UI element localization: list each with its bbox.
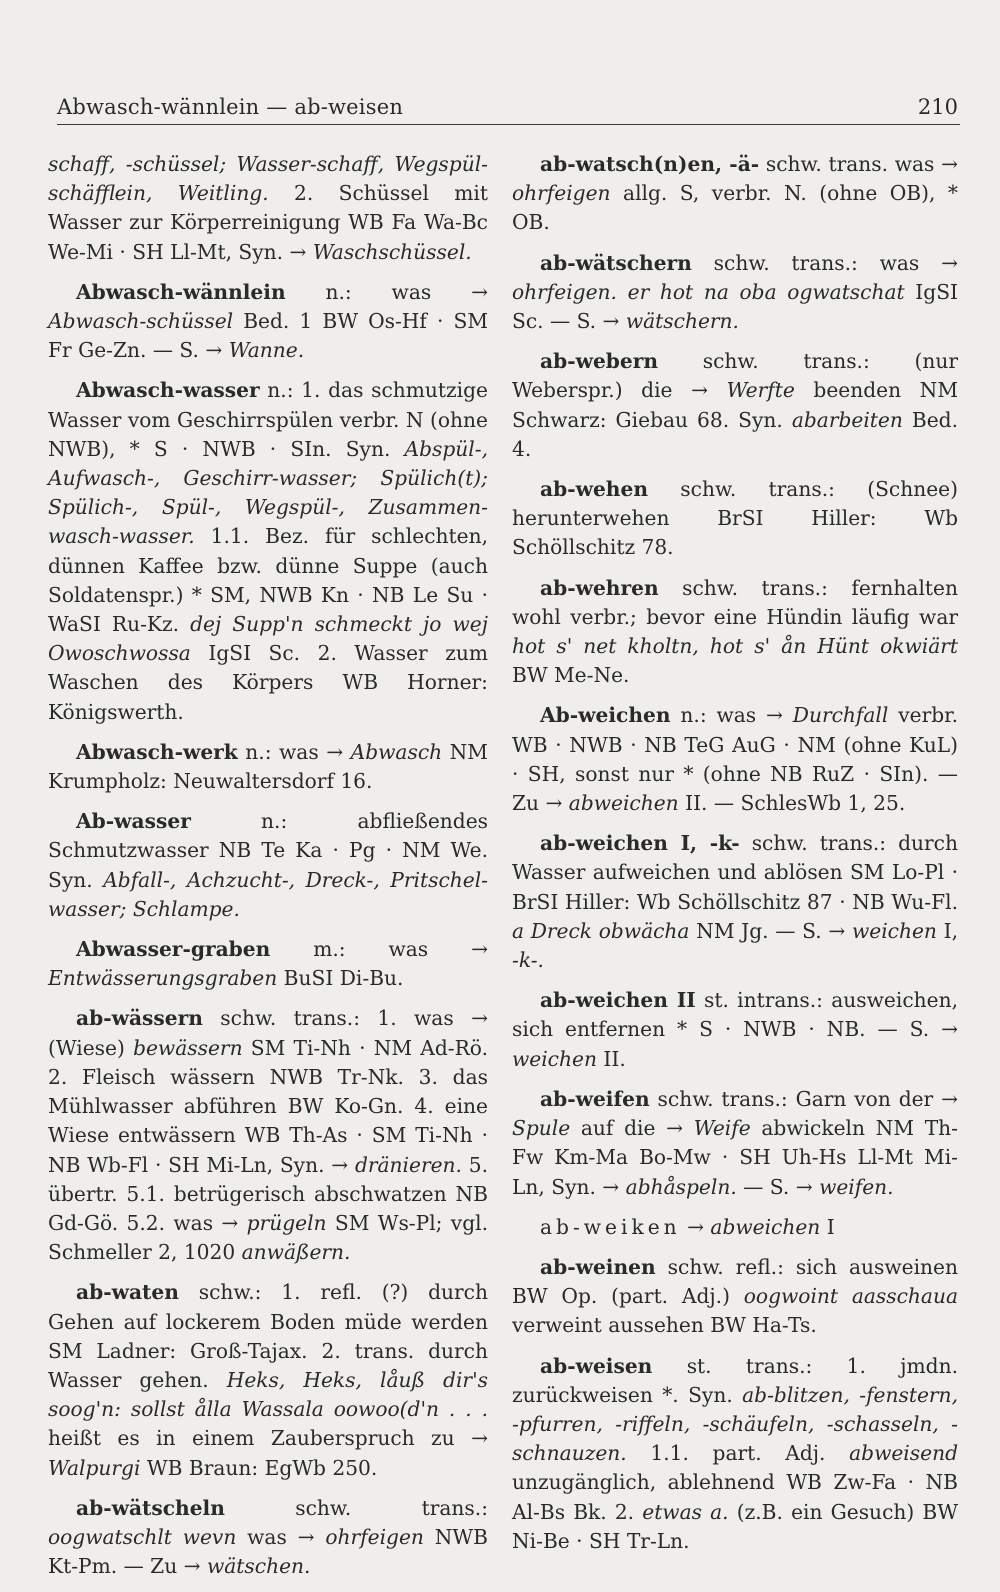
running-header (57, 90, 960, 125)
dictionary-entry (512, 829, 958, 975)
entry-text: II. — SchlesWb 1, 25. (678, 791, 906, 816)
entry-italic-text: anwäßern. (241, 1240, 351, 1265)
entry-text: schw. trans. was → (759, 152, 958, 176)
entry-italic-text: abweichen (568, 791, 679, 816)
entry-text: schw. trans.: 1. was → (Wiese) (48, 1006, 488, 1060)
entry-text: n.: abfließendes Schmutzwasser NB Te Ka · Pg · NM We. Syn. (48, 809, 488, 892)
entry-text: WB Braun: EgWb 250. (140, 1455, 378, 1480)
entry-italic-text: hot s' net kholtn, hot s' ån Hünt okwiärt (512, 634, 958, 659)
entry-text: NM Krumpholz: Neuwaltersdorf 16. (48, 739, 488, 794)
entry-text: st. trans.: 1. jmdn. zurückweisen *. Syn. (512, 1353, 958, 1407)
entry-text: NM Jg. — S. → (689, 918, 852, 943)
entry-italic-text: dränieren. (354, 1152, 462, 1177)
entry-text: n.: was → (237, 739, 351, 764)
entry-text: schw. trans.: durch Wasser aufweichen und ablösen SM Lo-Pl · BrSI Hiller: Wb Schöllschitz 87 · NB Wu-Fl. (512, 831, 958, 914)
entry-text: verbr. WB · NWB · NB TeG AuG · NM (ohne KuL) · SH, sonst nur * (ohne NB RuZ · SIn). — Zu → (512, 703, 958, 816)
entry-italic-text: weichen (512, 1046, 597, 1071)
entry-headword: Abwasch-wännlein (76, 279, 286, 304)
entry-continuation (48, 150, 488, 267)
dictionary-entry (512, 150, 958, 238)
entry-headword: ab-wässern (76, 1006, 203, 1031)
entry-italic-text: ohrfeigen (512, 181, 611, 206)
entry-italic-text: Werfte (726, 378, 795, 403)
entry-text: NWB Kt-Pm. — Zu → (48, 1524, 488, 1579)
right-column (512, 150, 958, 1567)
entry-italic-text: Walpurgi (48, 1455, 141, 1480)
entry-italic-text: Durchfall (792, 703, 889, 728)
entry-italic-text: schaff, -schüssel; Wasser-schaff, Wegspül-schäfflein, Weitling. (48, 152, 488, 206)
page-number: 210 (917, 95, 958, 119)
entry-text: schw. trans.: (Schnee) herunterwehen BrSI Hiller: Wb Schöllschitz 78. (512, 477, 958, 560)
dictionary-entry (512, 574, 958, 691)
entry-text: n.: was → (285, 279, 488, 304)
entry-italic-text: weifen. (819, 1174, 894, 1199)
entry-text: schw.: 1. refl. (?) durch Gehen auf lockerem Boden müde werden SM Ladner: Groß-Tajax. 2. trans. durch Wasser gehen. (48, 1280, 488, 1392)
entry-text: 1.1. Bez. für schlechten, dünnen Kaffee bzw. dünne Suppe (auch Soldatenspr.) * SM, NWB Kn · NB Le Su · WaSI Ru-Kz. (48, 524, 488, 637)
entry-headword: ab-weisen (540, 1353, 653, 1378)
dictionary-entry (48, 738, 488, 796)
entry-italic-text: abarbeiten (791, 407, 903, 432)
entry-text: — S. → (736, 1174, 820, 1199)
entry-text: n.: was → (670, 703, 793, 728)
entry-text: schw. trans.: (nur Weberspr.) die → (512, 349, 958, 403)
entry-italic-text: ab-blitzen, -fenstern, -pfurren, -riffeln, -schäufeln, -schasseln, -schnauzen. (512, 1382, 958, 1466)
entry-headword: ab-wehen (540, 477, 648, 502)
entry-text: schw. trans.: (224, 1495, 488, 1520)
entry-text: I, (936, 918, 958, 943)
entry-text: → (680, 1214, 711, 1239)
entry-text: SM Ti-Nh · NM Ad-Rö. 2. Fleisch wässern NWB Tr-Nk. 3. das Mühlwasser abführen BW Ko-Gn. 4. eine Wiese entwässern WB Th-As · SM Ti-Nh · NB Wb-Fl · SH Mi-Ln, Syn. → (48, 1035, 488, 1177)
entry-italic-text: Wanne. (228, 338, 305, 363)
entry-headword: ab-weichen I, -k- (540, 831, 740, 856)
dictionary-entry (512, 986, 958, 1074)
entry-text: BuSI Di-Bu. (277, 966, 404, 991)
entry-text: schw. trans.: Garn von der → (649, 1086, 958, 1111)
entry-italic-text: Heks, Heks, låuß dir's soog'n: sollst ålla Wassala oowoo(d'n . . . (48, 1367, 488, 1422)
entry-italic-text: Abwasch (350, 739, 443, 764)
entry-text: allg. S, verbr. N. (ohne OB), * OB. (512, 181, 958, 235)
entry-italic-text: -k-. (512, 948, 544, 973)
entry-italic-text: Abwasch-schüssel (48, 309, 234, 334)
dictionary-entry (48, 935, 488, 993)
entry-headword: ab-wehren (540, 575, 659, 600)
entry-italic-text: etwas a. (642, 1499, 729, 1524)
entry-text: abwickeln NM Th-Fw Km-Ma Bo-Mw · SH Uh-Hs Ll-Mt Mi-Ln, Syn. → (512, 1116, 959, 1199)
entry-text: 1.1. part. Adj. (626, 1441, 850, 1466)
entry-italic-text: abhåspeln. (625, 1174, 737, 1199)
entry-headword: ab-weifen (540, 1086, 650, 1111)
dictionary-entry (48, 1278, 488, 1482)
entry-italic-text: ohrfeigen. er hot na oba ogwatschat (512, 279, 905, 304)
dictionary-entry (48, 376, 488, 726)
entry-text: Bed. 1 BW Os-Hf · SM Fr Ge-Zn. — S. → (48, 309, 488, 363)
entry-italic-text: Abspül-, Aufwasch-, Geschirr-wasser; Spülich(t); Spülich-, Spül-, Wegspül-, Zusammen-wasch-wasser. (48, 436, 488, 549)
entry-italic-text: bewässern (133, 1035, 243, 1060)
left-column (48, 150, 488, 1592)
entry-text: heißt es in einem Zauberspruch zu → (48, 1426, 488, 1451)
entry-headword: Ab-weichen (540, 703, 671, 728)
entry-headword: ab-weinen (540, 1254, 656, 1279)
dictionary-entry (512, 1352, 958, 1556)
entry-headword: ab-waten (76, 1280, 179, 1305)
entry-italic-text: prügeln (246, 1210, 327, 1235)
entry-text: SM Ws-Pl; vgl. Schmeller 2, 1020 (48, 1210, 488, 1265)
entry-italic-text: dej Supp'n schmeckt jo wej Owoschwossa (48, 612, 488, 666)
dictionary-entry (512, 1213, 958, 1242)
entry-headword: ab-wätschern (540, 250, 692, 275)
entry-headword: ab-wätscheln (76, 1495, 225, 1520)
entry-italic-text: oogwoint aasschaua (743, 1284, 958, 1309)
dictionary-entry (48, 807, 488, 924)
entry-text: schw. trans.: was → (691, 250, 958, 275)
entry-headword: Abwasser-graben (76, 937, 271, 962)
entry-text: unzugänglich, ablehnend WB Zw-Fa · NB Al-Bs Bk. 2. (512, 1470, 958, 1524)
entry-italic-text: wätschern. (625, 309, 739, 334)
entry-text: Bed. 4. (512, 407, 958, 461)
entry-text: (z.B. ein Gesuch) BW Ni-Be · SH Tr-Ln. (512, 1499, 958, 1553)
entry-italic-text: abweisend (849, 1441, 958, 1466)
entry-text: 5. übertr. 5.1. betrügerisch abschwatzen NB Gd-Gö. 5.2. was → (48, 1152, 488, 1235)
entry-text: I (820, 1214, 835, 1239)
entry-headword: ab-weichen II (540, 988, 696, 1013)
entry-italic-text: Entwässerungsgraben (48, 966, 278, 991)
entry-text: m.: was → (270, 937, 488, 962)
entry-headword: Ab-wasser (76, 809, 191, 834)
entry-text: auf die → (570, 1116, 694, 1141)
entry-text: beenden NM Schwarz: Giebau 68. Syn. (512, 378, 959, 432)
entry-italic-text: Waschschüssel. (312, 239, 472, 264)
entry-italic-text: Abfall-, Achzucht-, Dreck-, Pritschel-wasser; Schlampe. (48, 867, 488, 921)
entry-italic-text: oogwatschlt wevn (48, 1524, 237, 1549)
entry-italic-text: abweichen (710, 1214, 821, 1239)
entry-text: 2. Schüssel mit Wasser zur Körperreinigung WB Fa Wa-Bc We-Mi · SH Ll-Mt, Syn. → (48, 181, 488, 264)
entry-text: verweint aussehen BW Ha-Ts. (512, 1313, 817, 1338)
entry-italic-text: Spule (512, 1116, 571, 1141)
entry-headword: ab-webern (540, 349, 659, 374)
entry-text: schw. refl.: sich ausweinen BW Op. (part. Adj.) (512, 1254, 958, 1309)
entry-italic-text: ohrfeigen (325, 1524, 424, 1549)
entry-text: was → (236, 1524, 326, 1549)
entry-text: IgSI Sc. — S. → (512, 279, 959, 334)
entry-text: n.: 1. das schmutzige Wasser vom Geschirrspülen verbr. N (ohne NWB), * S · NWB · SIn. Syn. (48, 378, 488, 461)
dictionary-entry (512, 249, 958, 337)
dictionary-entry (512, 1253, 958, 1341)
entry-italic-text: a Dreck obwächa (512, 918, 690, 943)
entry-headword: Abwasch-werk (76, 739, 238, 764)
entry-text: ab-weiken (540, 1214, 681, 1239)
entry-text: BW Me-Ne. (512, 663, 630, 688)
entry-italic-text: wätschen. (206, 1554, 311, 1579)
entry-headword: ab-watsch(n)en, -ä- (540, 152, 760, 176)
dictionary-entry (48, 278, 488, 366)
dictionary-entry (48, 1004, 488, 1267)
dictionary-entry (512, 1085, 958, 1202)
running-title: Abwasch-wännlein — ab-weisen (57, 95, 404, 119)
entry-headword: Abwasch-wasser (76, 378, 260, 403)
entry-text: schw. trans.: fernhalten wohl verbr.; bevor eine Hündin läufig war (512, 575, 958, 629)
dictionary-entry (512, 347, 958, 464)
entry-text: II. (596, 1046, 626, 1071)
entry-text: IgSI Sc. 2. Wasser zum Waschen des Körpers WB Horner: Königswerth. (48, 641, 488, 724)
dictionary-entry (512, 701, 958, 818)
entry-text: st. intrans.: ausweichen, sich entfernen * S · NWB · NB. — S. → (512, 988, 958, 1042)
entry-italic-text: weichen (851, 918, 937, 943)
dictionary-entry (48, 1494, 488, 1582)
entry-italic-text: Weife (693, 1116, 751, 1141)
dictionary-entry (512, 475, 958, 563)
